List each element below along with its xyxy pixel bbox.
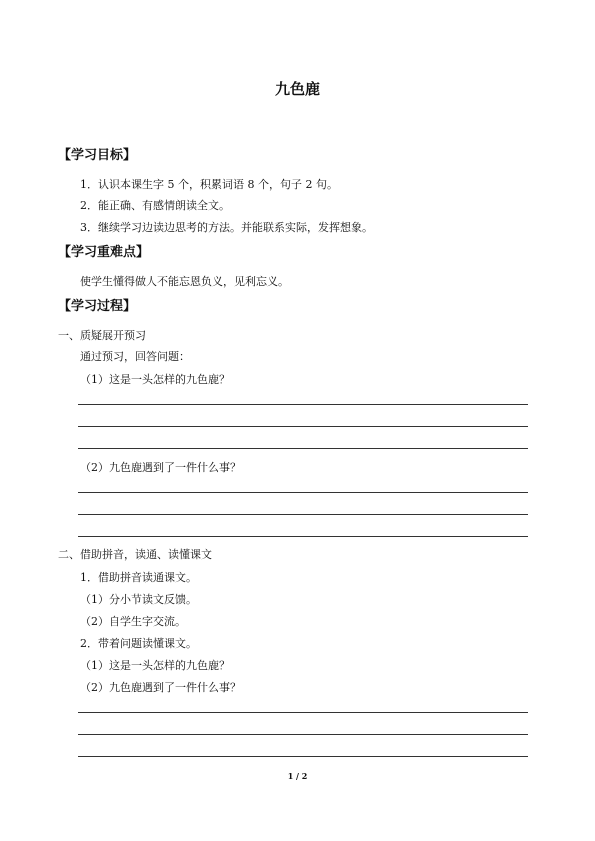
part1-title: 一、质疑展开预习 xyxy=(58,329,146,342)
answer-line xyxy=(78,448,528,449)
goal-item-3: 3．继续学习边读边思考的方法。并能联系实际，发挥想象。 xyxy=(80,221,373,234)
answer-line xyxy=(78,404,528,405)
part2-step-2b: （2）九色鹿遇到了一件什么事？ xyxy=(80,681,241,694)
answer-line xyxy=(78,536,528,537)
part1-question-1: （1）这是一头怎样的九色鹿？ xyxy=(80,373,230,386)
part2-title: 二、借助拼音，读通、读懂课文 xyxy=(58,548,212,561)
goal-item-1: 1．认识本课生字 5 个，积累词语 8 个，句子 2 句。 xyxy=(80,178,338,191)
answer-line xyxy=(78,756,528,757)
keypoints-text: 使学生懂得做人不能忘恩负义，见利忘义。 xyxy=(80,275,289,288)
part1-intro: 通过预习，回答问题： xyxy=(80,350,190,363)
goal-item-2: 2．能正确、有感情朗读全文。 xyxy=(80,199,230,212)
page-number: 1 / 2 xyxy=(287,771,308,781)
process-heading: 【学习过程】 xyxy=(58,299,137,314)
part1-question-2: （2）九色鹿遇到了一件什么事？ xyxy=(80,461,241,474)
part2-step-2: 2．带着问题读懂课文。 xyxy=(80,637,197,650)
answer-line xyxy=(78,426,528,427)
answer-line xyxy=(78,734,528,735)
answer-line xyxy=(78,492,528,493)
keypoints-heading: 【学习重难点】 xyxy=(58,245,150,260)
answer-line xyxy=(78,514,528,515)
answer-line xyxy=(78,712,528,713)
part2-step-1a: （1）分小节读文反馈。 xyxy=(80,593,197,606)
part2-step-1b: （2）自学生字交流。 xyxy=(80,615,186,628)
part2-step-1: 1．借助拼音读通课文。 xyxy=(80,571,197,584)
page-title: 九色鹿 xyxy=(274,80,320,98)
goals-heading: 【学习目标】 xyxy=(58,148,137,163)
part2-step-2a: （1）这是一头怎样的九色鹿？ xyxy=(80,659,230,672)
